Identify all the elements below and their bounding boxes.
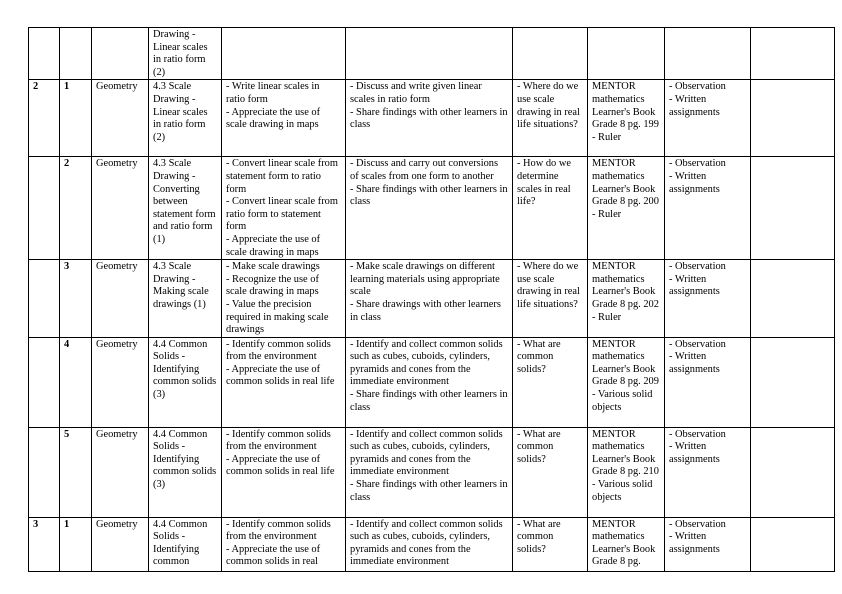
scheme-of-work-table — [28, 27, 835, 572]
strand-cell: Geometry — [92, 80, 149, 157]
cell-line: - Appreciate the use of scale drawing in maps — [226, 106, 321, 131]
learning-experiences-cell — [346, 157, 513, 260]
learning-experiences-cell — [346, 337, 513, 427]
learning-resources-cell — [588, 157, 665, 260]
learning-outcomes-cell — [222, 260, 346, 338]
cell-line: - Convert linear scale from ratio form to statement form — [226, 196, 338, 233]
cell-line: - Identify and collect common solids such as cubes, cuboids, cylinders, pyramids and cones from the immediate environment — [350, 518, 503, 568]
learning-experiences-cell — [346, 28, 513, 80]
cell-line: - Written assignments — [669, 170, 720, 195]
lesson-cell: 5 — [60, 427, 92, 517]
cell-line: - Ruler — [592, 131, 622, 143]
learning-outcomes-cell — [222, 427, 346, 517]
cell-line: - Appreciate the use of common solids in real life — [226, 363, 335, 388]
cell-line: - Write linear scales in ratio form — [226, 81, 320, 105]
learning-resources-cell — [588, 517, 665, 571]
week-cell — [29, 28, 60, 80]
cell-line: - Identify and collect common solids such as cubes, cuboids, cylinders, pyramids and cones from the immediate environment — [350, 338, 503, 388]
cell-line: - Share drawings with other learners in class — [350, 298, 501, 323]
strand-cell: Geometry — [92, 260, 149, 338]
cell-line: - Written assignments — [669, 351, 720, 375]
cell-line: - Written assignments — [669, 441, 720, 465]
cell-line: - Appreciate the use of common solids in real — [226, 543, 321, 568]
cell-line: MENTOR mathematics Learner's Book Grade 8 pg. 209 — [592, 338, 659, 388]
assessment-cell — [665, 427, 751, 517]
strand-cell: Geometry — [92, 157, 149, 260]
assessment-cell — [665, 260, 751, 338]
week-cell — [29, 337, 60, 427]
table-row — [29, 427, 835, 517]
cell-line: - Identify common solids from the environment — [226, 428, 331, 453]
cell-line: - Various solid objects — [592, 389, 653, 413]
scheme-of-work-page — [28, 27, 835, 572]
cell-line: - Make scale drawings on different learning materials using appropriate scale — [350, 261, 500, 298]
remarks-cell — [751, 28, 835, 80]
remarks-cell — [751, 157, 835, 260]
cell-line: - Identify and collect common solids such as cubes, cuboids, cylinders, pyramids and cones from the immediate environment — [350, 428, 503, 478]
assessment-cell — [665, 337, 751, 427]
remarks-cell — [751, 80, 835, 157]
sub-strand-cell: 4.3 Scale Drawing - Making scale drawings (1) — [149, 260, 222, 338]
key-inquiry-cell: - What are common solids? — [513, 517, 588, 571]
cell-line: - Observation — [669, 261, 726, 273]
table-row — [29, 337, 835, 427]
assessment-cell — [665, 28, 751, 80]
learning-resources-cell — [588, 337, 665, 427]
cell-line: MENTOR mathematics Learner's Book Grade 8 pg. — [592, 518, 656, 568]
cell-line: - Observation — [669, 428, 726, 440]
assessment-cell — [665, 80, 751, 157]
remarks-cell — [751, 260, 835, 338]
learning-outcomes-cell — [222, 80, 346, 157]
cell-line: - Observation — [669, 81, 726, 93]
learning-experiences-cell — [346, 80, 513, 157]
cell-line: - Identify common solids from the environment — [226, 518, 331, 543]
lesson-cell: 1 — [60, 80, 92, 157]
table-row — [29, 80, 835, 157]
table-row — [29, 517, 835, 571]
week-cell — [29, 427, 60, 517]
cell-line: - Written assignments — [669, 273, 720, 298]
cell-line: - Discuss and carry out conversions of scales from one form to another — [350, 158, 499, 182]
lesson-cell: 4 — [60, 337, 92, 427]
learning-resources-cell — [588, 80, 665, 157]
learning-resources-cell — [588, 427, 665, 517]
learning-experiences-cell — [346, 260, 513, 338]
learning-outcomes-cell — [222, 337, 346, 427]
sub-strand-cell: 4.4 Common Solids - Identifying common solids (3) — [149, 427, 222, 517]
cell-line: - Share findings with other learners in class — [350, 389, 508, 413]
table-body — [29, 28, 835, 572]
cell-line: - Share findings with other learners in class — [350, 106, 508, 131]
key-inquiry-cell: - How do we determine scales in real life? — [513, 157, 588, 260]
week-cell: 2 — [29, 80, 60, 157]
learning-outcomes-cell — [222, 517, 346, 571]
lesson-cell — [60, 28, 92, 80]
cell-line: - Share findings with other learners in class — [350, 479, 508, 503]
cell-line: MENTOR mathematics Learner's Book Grade 8 pg. 200 — [592, 158, 659, 208]
strand-cell: Geometry — [92, 517, 149, 571]
lesson-cell: 2 — [60, 157, 92, 260]
learning-resources-cell — [588, 28, 665, 80]
week-cell — [29, 260, 60, 338]
cell-line: MENTOR mathematics Learner's Book Grade 8 pg. 199 — [592, 81, 659, 131]
cell-line: - Discuss and write given linear scales in ratio form — [350, 81, 482, 105]
cell-line: - Recognize the use of scale drawing in maps — [226, 273, 319, 298]
week-cell: 3 — [29, 517, 60, 571]
table-row — [29, 260, 835, 338]
remarks-cell — [751, 517, 835, 571]
key-inquiry-cell: - What are common solids? — [513, 337, 588, 427]
cell-line: - Identify common solids from the environment — [226, 338, 331, 363]
cell-line: - Value the precision required in making scale drawings — [226, 298, 329, 336]
sub-strand-cell: 4.4 Common Solids - Identifying common — [149, 517, 222, 571]
strand-cell: Geometry — [92, 337, 149, 427]
key-inquiry-cell: - Where do we use scale drawing in real life situations? — [513, 80, 588, 157]
strand-cell — [92, 28, 149, 80]
cell-line: - Appreciate the use of common solids in real life — [226, 453, 335, 478]
strand-cell: Geometry — [92, 427, 149, 517]
cell-line: - Share findings with other learners in class — [350, 183, 508, 208]
lesson-cell: 3 — [60, 260, 92, 338]
key-inquiry-cell — [513, 28, 588, 80]
table-row — [29, 157, 835, 260]
learning-experiences-cell — [346, 427, 513, 517]
lesson-cell: 1 — [60, 517, 92, 571]
key-inquiry-cell: - What are common solids? — [513, 427, 588, 517]
assessment-cell — [665, 157, 751, 260]
assessment-cell — [665, 517, 751, 571]
cell-line: - Various solid objects — [592, 479, 653, 503]
sub-strand-cell: Drawing - Linear scales in ratio form (2) — [149, 28, 222, 80]
cell-line: - Ruler — [592, 208, 622, 220]
cell-line: MENTOR mathematics Learner's Book Grade 8 pg. 210 — [592, 428, 659, 478]
key-inquiry-cell: - Where do we use scale drawing in real life situations? — [513, 260, 588, 338]
cell-line: - Observation — [669, 158, 726, 170]
sub-strand-cell: 4.4 Common Solids - Identifying common solids (3) — [149, 337, 222, 427]
cell-line: - Ruler — [592, 311, 622, 323]
cell-line: - Observation — [669, 518, 726, 530]
cell-line: - Observation — [669, 338, 726, 350]
learning-experiences-cell — [346, 517, 513, 571]
cell-line: - Written assignments — [669, 93, 720, 118]
cell-line: MENTOR mathematics Learner's Book Grade 8 pg. 202 — [592, 261, 659, 310]
learning-resources-cell — [588, 260, 665, 338]
sub-strand-cell: 4.3 Scale Drawing - Linear scales in ratio form (2) — [149, 80, 222, 157]
remarks-cell — [751, 427, 835, 517]
learning-outcomes-cell — [222, 28, 346, 80]
cell-line: - Convert linear scale from statement form to ratio form — [226, 158, 338, 195]
cell-line: - Written assignments — [669, 531, 720, 555]
remarks-cell — [751, 337, 835, 427]
table-row — [29, 28, 835, 80]
cell-line: - Appreciate the use of scale drawing in maps — [226, 233, 321, 258]
cell-line: - Make scale drawings — [226, 261, 320, 273]
week-cell — [29, 157, 60, 260]
sub-strand-cell: 4.3 Scale Drawing - Converting between statement form and ratio form (1) — [149, 157, 222, 260]
learning-outcomes-cell — [222, 157, 346, 260]
